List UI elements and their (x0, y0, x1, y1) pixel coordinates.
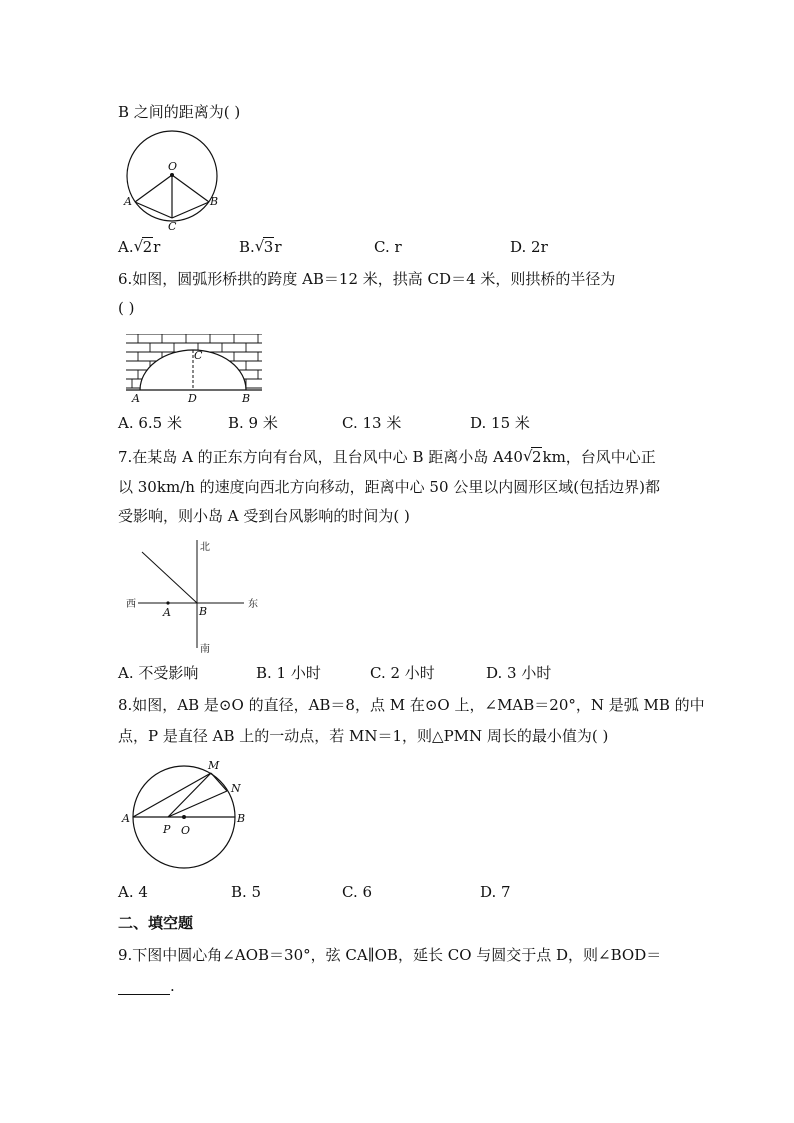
section-title-fill-in: 二、填空题 (118, 914, 194, 932)
q7-label-west: 西 (126, 599, 136, 610)
q8-label-a: A (122, 812, 130, 825)
q8-option-a: A. 4 (118, 883, 148, 901)
q7-option-b: B. 1 小时 (256, 664, 321, 682)
q5-label-o: O (168, 160, 178, 173)
q7-line2: 以 30km/h 的速度向西北方向移动，距离中心 50 公里以内圆形区域(包括边界)都 (118, 478, 660, 496)
q7-option-d: D. 3 小时 (486, 664, 552, 682)
q6-label-c: C (194, 349, 203, 362)
q8-label-b: B (237, 812, 246, 825)
q6-label-a: A (132, 392, 140, 405)
q6-label-b: B (242, 392, 251, 405)
q7-label-a: A (163, 606, 171, 619)
q7-option-c: C. 2 小时 (370, 664, 435, 682)
q7-option-a: A. 不受影响 (118, 664, 199, 682)
q8-label-m: M (208, 759, 220, 772)
q5-label-c: C (168, 220, 177, 233)
q5-option-b: B. √ 3r (239, 237, 282, 256)
q5-label-b: B (210, 195, 219, 208)
q8-figure (120, 754, 260, 874)
q6-option-a: A. 6.5 米 (118, 414, 182, 432)
q6-option-b: B. 9 米 (228, 414, 278, 432)
q6-line1: 6.如图，圆弧形桥拱的跨度 AB＝12 米，拱高 CD＝4 米，则拱桥的半径为 (118, 270, 616, 288)
q8-label-p: P (163, 823, 171, 836)
q7-label-east: 东 (248, 599, 258, 610)
q8-line1: 8.如图，AB 是⊙O 的直径，AB＝8，点 M 在⊙O 上，∠MAB＝20°，N 是弧 MB 的中 (118, 696, 705, 714)
q7-label-b: B (199, 605, 208, 618)
q6-bridge-figure (118, 330, 268, 406)
q8-label-o: O (181, 824, 191, 837)
q5-option-d: D. 2r (510, 238, 548, 256)
q7-label-south: 南 (200, 644, 210, 655)
q6-label-d: D (188, 392, 197, 405)
q9-line2: . (118, 977, 175, 995)
q7-compass-figure (118, 536, 268, 656)
q5-option-c: C. r (374, 238, 402, 256)
q9-line1: 9.下图中圆心角∠AOB＝30°，弦 CA∥OB，延长 CO 与圆交于点 D，则∠BOD＝ (118, 946, 662, 964)
q8-line2: 点，P 是直径 AB 上的一动点，若 MN＝1，则△PMN 周长的最小值为( ) (118, 727, 609, 745)
q5-label-a: A (124, 195, 132, 208)
q6-option-c: C. 13 米 (342, 414, 402, 432)
q7-label-north: 北 (200, 542, 210, 553)
q8-option-d: D. 7 (480, 883, 511, 901)
q5-option-a: A. √ 2r (118, 237, 161, 256)
q8-option-b: B. 5 (231, 883, 262, 901)
q8-label-n: N (231, 782, 241, 795)
q6-line2: ( ) (118, 299, 135, 317)
q9-answer-blank[interactable] (118, 980, 170, 995)
q5-figure (118, 128, 230, 236)
q7-line3: 受影响，则小岛 A 受到台风影响的时间为( ) (118, 507, 410, 525)
q7-line1: 7.在某岛 A 的正东方向有台风，且台风中心 B 距离小岛 A40 √ 2km，台风中心正 (118, 447, 656, 466)
q6-option-d: D. 15 米 (470, 414, 530, 432)
q5-stem-tail: B 之间的距离为( ) (118, 103, 241, 121)
q8-option-c: C. 6 (342, 883, 373, 901)
